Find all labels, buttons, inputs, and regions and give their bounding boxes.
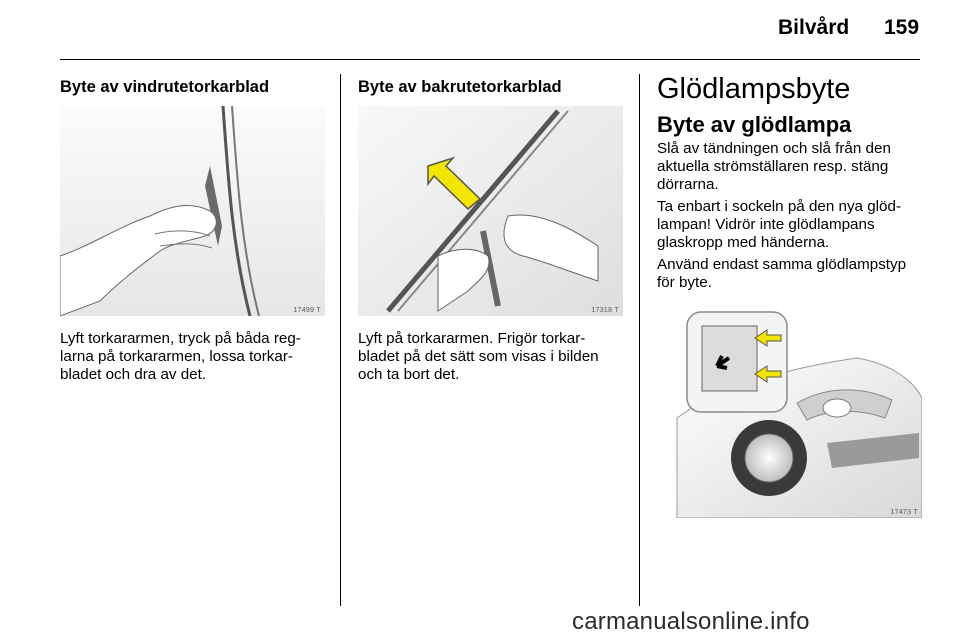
body-line: Lyft på torkararmen. Frigör torkar-: [358, 330, 586, 347]
body-line: för byte.: [657, 274, 712, 291]
column-windshield-wiper: [60, 74, 328, 100]
windshield-wiper-illustration: [60, 106, 325, 316]
sub-heading: Byte av glödlampa: [657, 112, 852, 137]
figure-rear-wiper: [358, 106, 623, 316]
column-2-text: [358, 330, 630, 384]
figure-code: 17499 T: [293, 307, 321, 314]
watermark: carmanualsonline.info: [572, 608, 810, 635]
page-number: 159: [884, 16, 920, 39]
section-heading-rear: Byte av bakrutetorkarblad: [358, 78, 562, 96]
figure-windshield-wiper: [60, 106, 325, 316]
body-line: Lyft torkararmen, tryck på båda reg-: [60, 330, 301, 347]
figure-headlight: [657, 308, 922, 518]
body-line: glaskropp med händerna.: [657, 234, 830, 251]
body-line: Använd endast samma glödlampstyp: [657, 256, 907, 273]
headlight-illustration: [657, 308, 922, 518]
column-divider-2: [639, 74, 640, 606]
body-line: dörrarna.: [657, 176, 719, 193]
body-line: larna på torkararmen, lossa torkar-: [60, 348, 293, 365]
rear-wiper-illustration: [358, 106, 623, 316]
body-line: bladet på det sätt som visas i bilden: [358, 348, 599, 365]
body-line: Slå av tändningen och slå från den: [657, 140, 891, 157]
column-bulb-replacement: [657, 72, 927, 292]
chapter-heading: Glödlampsbyte: [657, 73, 851, 105]
paragraph-3: [657, 256, 927, 292]
figure-code: 17473 T: [890, 509, 918, 516]
column-rear-wiper: [358, 74, 628, 100]
body-line: aktuella strömställaren resp. stäng: [657, 158, 889, 175]
paragraph-2: [657, 198, 927, 252]
body-line: lampan! Vidrör inte glödlampans: [657, 216, 875, 233]
header-title: Bilvård: [778, 16, 850, 39]
figure-code: 17318 T: [591, 307, 619, 314]
body-line: Ta enbart i sockeln på den nya glöd-: [657, 198, 901, 215]
column-divider-1: [340, 74, 341, 606]
section-heading-windshield: Byte av vindrutetorkarblad: [60, 78, 270, 96]
header-rule: [60, 59, 920, 60]
paragraph-1: [657, 140, 927, 194]
body-line: och ta bort det.: [358, 366, 460, 383]
body-line: bladet och dra av det.: [60, 366, 207, 383]
column-1-text: [60, 330, 328, 384]
